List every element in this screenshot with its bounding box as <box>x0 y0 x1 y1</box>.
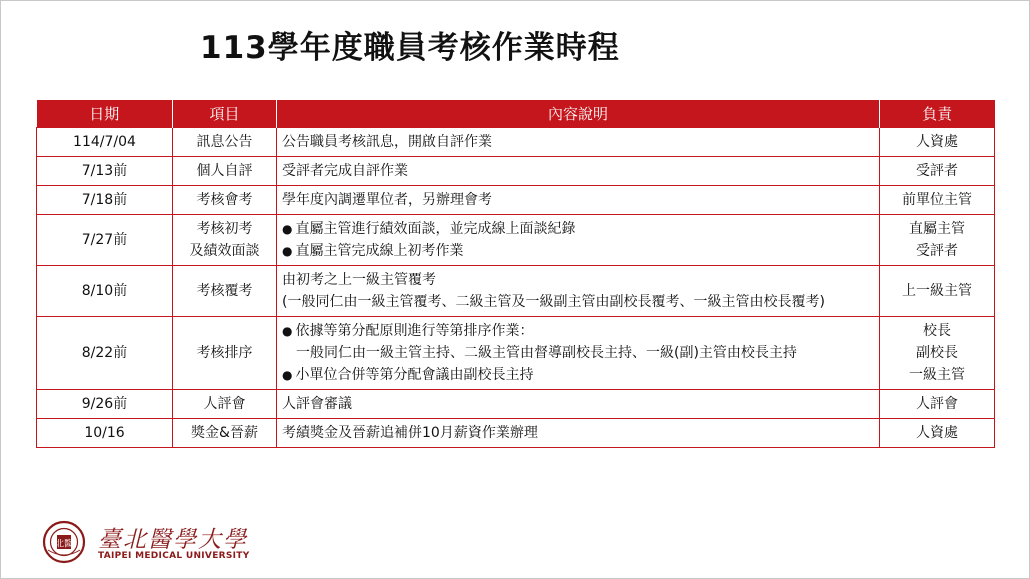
cell-date: 9/26前 <box>37 390 173 419</box>
owner-line: 受評者 <box>916 243 958 259</box>
logo-chinese-name: 臺北醫學大學 <box>98 527 248 553</box>
content-line: 一般同仁由一級主管主持、二級主管由督導副校長主持、一級(副)主管由校長主持 <box>296 345 797 361</box>
content-line: 受評者完成自評作業 <box>282 163 408 179</box>
cell-item <box>173 157 277 186</box>
owner-line: 人評會 <box>916 396 958 412</box>
cell-date: 7/27前 <box>37 215 173 266</box>
bullet-line: ● 小單位合併等第分配會議由副校長主持 <box>282 364 874 386</box>
bullet-line: ● 直屬主管進行績效面談，並完成線上面談紀錄 <box>282 218 874 240</box>
content-line: 學年度內調遷單位者，另辦理會考 <box>282 192 492 208</box>
item-line: 考核會考 <box>196 192 253 208</box>
item-line: 考核排序 <box>196 345 253 361</box>
schedule-table <box>36 100 995 448</box>
cell-owner <box>880 419 995 448</box>
university-seal-icon <box>40 520 88 564</box>
bullet-line: ● 依據等第分配原則進行等第排序作業： <box>282 320 874 342</box>
cell-date: 114/7/04 <box>37 128 173 157</box>
item-line: 考核初考 <box>196 221 253 237</box>
svg-text:北醫: 北醫 <box>54 539 74 550</box>
cell-content <box>277 186 880 215</box>
university-logo <box>40 520 250 564</box>
table-row <box>37 128 995 157</box>
cell-item <box>173 186 277 215</box>
content-line: 人評會審議 <box>282 396 352 412</box>
item-line: 個人自評 <box>196 163 253 179</box>
cell-owner <box>880 186 995 215</box>
cell-owner <box>880 128 995 157</box>
table-row <box>37 317 995 390</box>
cell-content <box>277 215 880 266</box>
owner-line: 人資處 <box>916 425 958 441</box>
cell-date: 7/13前 <box>37 157 173 186</box>
column-header-item: 項目 <box>173 100 277 128</box>
cell-content <box>277 419 880 448</box>
cell-item <box>173 390 277 419</box>
owner-line: 一級主管 <box>909 367 965 383</box>
column-header-owner: 負責 <box>880 100 995 128</box>
item-line: 及績效面談 <box>189 243 260 259</box>
table-header-row <box>37 100 995 128</box>
table-row <box>37 266 995 317</box>
owner-line: 直屬主管 <box>909 221 965 237</box>
cell-item <box>173 419 277 448</box>
item-line: 人評會 <box>203 396 246 412</box>
owner-line: 副校長 <box>916 345 958 361</box>
table-row <box>37 390 995 419</box>
table-row <box>37 157 995 186</box>
table-body <box>37 128 995 448</box>
cell-content <box>277 128 880 157</box>
owner-line: 校長 <box>923 323 951 339</box>
cell-date: 8/22前 <box>37 317 173 390</box>
table-row <box>37 215 995 266</box>
table-row <box>37 186 995 215</box>
owner-line: 受評者 <box>916 163 958 179</box>
cell-content <box>277 390 880 419</box>
table-row <box>37 419 995 448</box>
cell-date: 10/16 <box>37 419 173 448</box>
cell-content <box>277 266 880 317</box>
cell-owner <box>880 390 995 419</box>
cell-date: 8/10前 <box>37 266 173 317</box>
page-title: 113學年度職員考核作業時程 <box>200 30 620 66</box>
cell-owner <box>880 317 995 390</box>
cell-item <box>173 128 277 157</box>
cell-item <box>173 266 277 317</box>
column-header-date: 日期 <box>37 100 173 128</box>
cell-item <box>173 215 277 266</box>
bullet-line: ● 直屬主管完成線上初考作業 <box>282 240 874 262</box>
item-line: 訊息公告 <box>196 134 253 150</box>
column-header-content: 內容說明 <box>277 100 880 128</box>
cell-owner <box>880 215 995 266</box>
item-line: 獎金&晉薪 <box>191 425 258 441</box>
content-line: (一般同仁由一級主管覆考、二級主管及一級副主管由副校長覆考、一級主管由校長覆考) <box>282 294 825 310</box>
item-line: 考核覆考 <box>196 283 253 299</box>
cell-content <box>277 317 880 390</box>
content-line: 公告職員考核訊息，開啟自評作業 <box>282 134 492 150</box>
owner-line: 上一級主管 <box>902 283 972 299</box>
owner-line: 人資處 <box>916 134 958 150</box>
cell-owner <box>880 266 995 317</box>
cell-date: 7/18前 <box>37 186 173 215</box>
cell-owner <box>880 157 995 186</box>
logo-english-name: TAIPEI MEDICAL UNIVERSITY <box>98 551 250 561</box>
owner-line: 前單位主管 <box>902 192 972 208</box>
cell-content <box>277 157 880 186</box>
cell-item <box>173 317 277 390</box>
content-line: 考績獎金及晉薪追補併10月薪資作業辦理 <box>282 425 538 441</box>
content-line: 由初考之上一級主管覆考 <box>282 272 436 288</box>
